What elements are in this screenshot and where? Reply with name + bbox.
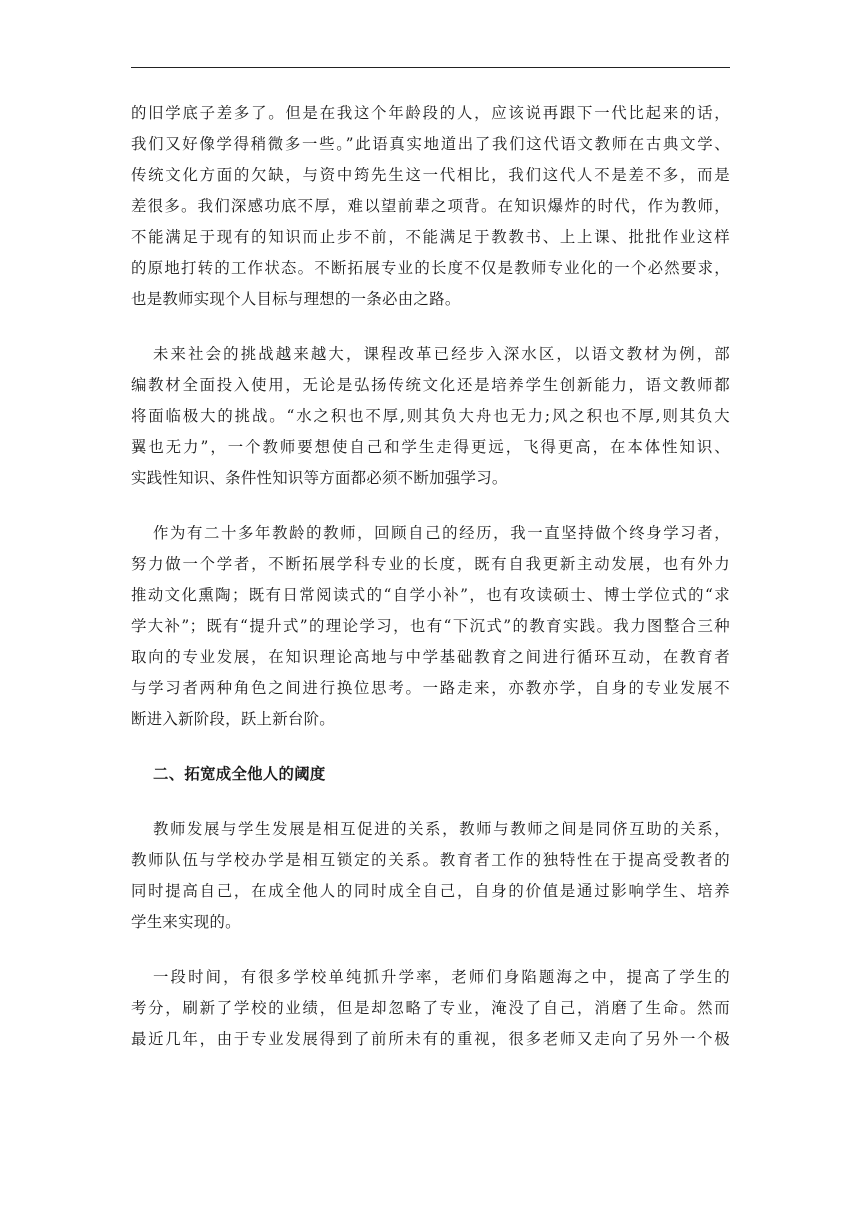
paragraph-line: 未来社会的挑战越来越大，课程改革已经步入深水区，以语文教材为例，部 — [153, 345, 730, 363]
paragraph-line: 传统文化方面的欠缺，与资中筠先生这一代相比，我们这代人不是差不多，而是 — [131, 166, 730, 184]
paragraph-line: 翼也无力”，一个教师要想使自己和学生走得更远，飞得更高，在本体性知识、 — [131, 438, 730, 456]
paragraph-line: 学大补”；既有“提升式”的理论学习，也有“下沉式”的教育实践。我力图整合三种 — [131, 617, 730, 635]
section-heading-text: 二、拓宽成全他人的阈度 — [153, 765, 326, 783]
paragraph-line: 学生来实现的。 — [131, 913, 241, 931]
paragraph-line: 作为有二十多年教龄的教师，回顾自己的经历，我一直坚持做个终身学习者， — [153, 524, 730, 542]
paragraph-line: 教师队伍与学校办学是相互锁定的关系。教育者工作的独特性在于提高受教者的 — [131, 851, 730, 869]
paragraph-line: 考分，刷新了学校的业绩，但是却忽略了专业，淹没了自己，消磨了生命。然而 — [131, 999, 730, 1017]
paragraph-line: 努力做一个学者，不断拓展学科专业的长度，既有自我更新主动发展，也有外力 — [131, 555, 730, 573]
paragraph-line: 推动文化熏陶；既有日常阅读式的“自学小补”，也有攻读硕士、博士学位式的“求 — [131, 586, 730, 604]
paragraph-line: 不能满足于现有的知识而止步不前，不能满足于教教书、上上课、批批作业这样 — [131, 228, 730, 246]
document-body — [131, 98, 730, 1055]
paragraph-line: 也是教师实现个人目标与理想的一条必由之路。 — [131, 290, 461, 308]
paragraph-line: 的原地打转的工作状态。不断拓展专业的长度不仅是教师专业化的一个必然要求， — [131, 259, 730, 277]
header-rule — [131, 67, 730, 68]
paragraph-line: 编教材全面投入使用，无论是弘扬传统文化还是培养学生创新能力，语文教师都 — [131, 376, 730, 394]
paragraph-line: 一段时间，有很多学校单纯抓升学率，老师们身陷题海之中，提高了学生的 — [153, 968, 730, 986]
paragraph-5 — [131, 962, 730, 1055]
paragraph-line: 实践性知识、条件性知识等方面都必须不断加强学习。 — [131, 469, 508, 487]
paragraph-line: 与学习者两种角色之间进行换位思考。一路走来，亦教亦学，自身的专业发展不 — [131, 679, 730, 697]
paragraph-line: 最近几年，由于专业发展得到了前所未有的重视，很多老师又走向了另外一个极 — [131, 1030, 730, 1048]
paragraph-2 — [131, 339, 730, 494]
paragraph-line: 将面临极大的挑战。“水之积也不厚,则其负大舟也无力;风之积也不厚,则其负大 — [131, 407, 730, 425]
paragraph-line: 的旧学底子差多了。但是在我这个年龄段的人，应该说再跟下一代比起来的话， — [131, 104, 730, 122]
section-heading — [131, 759, 730, 790]
paragraph-line: 断进入新阶段，跃上新台阶。 — [131, 710, 335, 728]
paragraph-line: 差很多。我们深感功底不厚，难以望前辈之项背。在知识爆炸的时代，作为教师， — [131, 197, 730, 215]
paragraph-3 — [131, 518, 730, 735]
paragraph-line: 教师发展与学生发展是相互促进的关系，教师与教师之间是同侪互助的关系， — [153, 820, 730, 838]
paragraph-4 — [131, 814, 730, 938]
paragraph-line: 取向的专业发展，在知识理论高地与中学基础教育之间进行循环互动，在教育者 — [131, 648, 730, 666]
paragraph-line: 同时提高自己，在成全他人的同时成全自己，自身的价值是通过影响学生、培养 — [131, 882, 730, 900]
paragraph-1 — [131, 98, 730, 315]
paragraph-line: 我们又好像学得稍微多一些。”此语真实地道出了我们这代语文教师在古典文学、 — [131, 135, 730, 153]
